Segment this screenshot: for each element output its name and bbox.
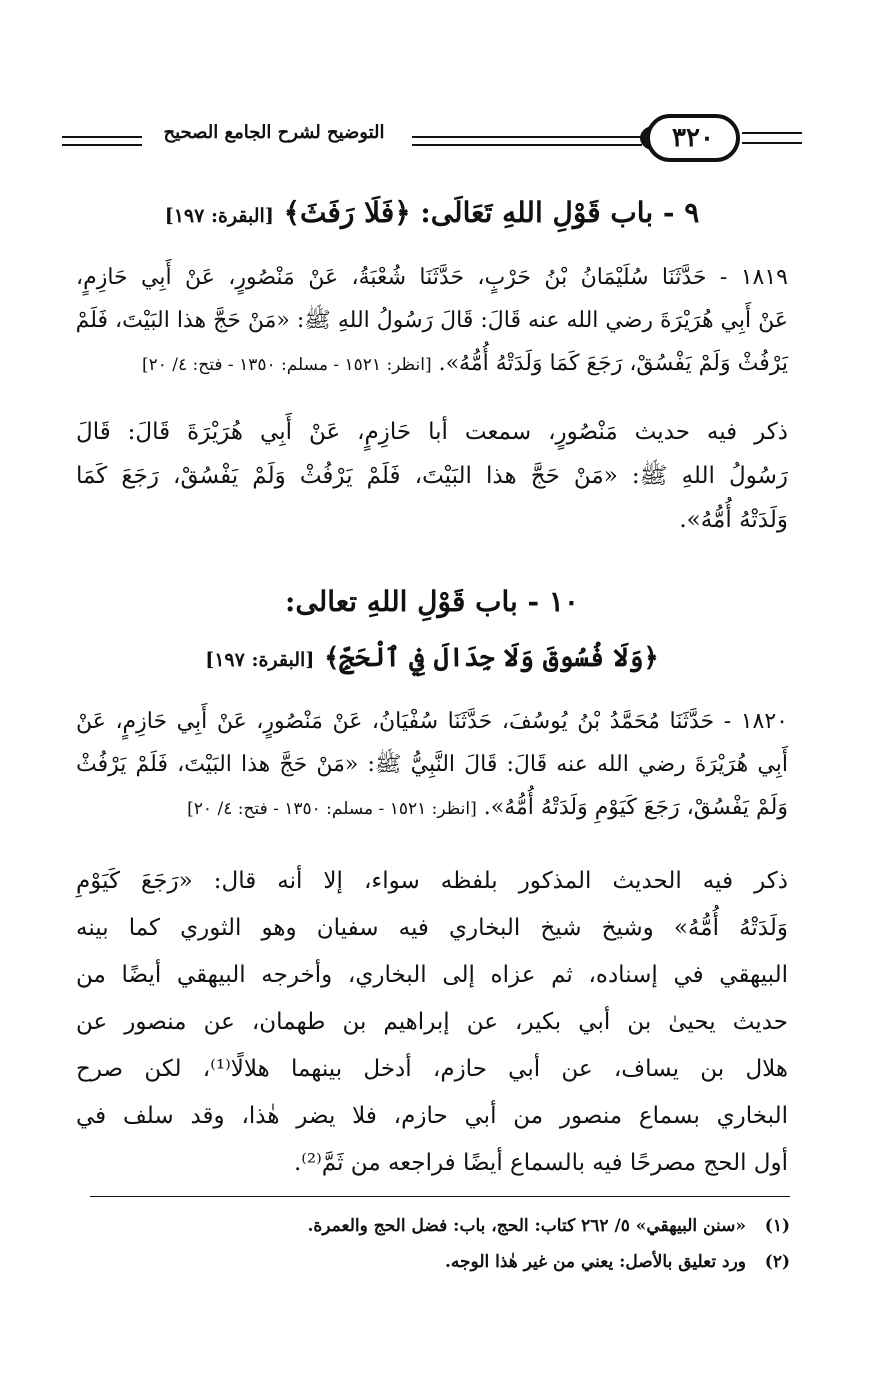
hadith-line: عَنْ أَبِي هُرَيْرَةَ رضي الله عنه قَالَ: قَالَ رَسُولُ اللهِ ﷺ: «مَنْ حَجَّ هذا البَيْتَ، فَلَمْ: [75, 308, 788, 333]
hadith-1820: [76, 700, 788, 829]
header-rule: [742, 132, 802, 134]
hadith-line: [76, 786, 788, 829]
header-rule: [742, 142, 802, 144]
footnote-text: «سنن البيهقي» ٥/ ٢٦٢ كتاب: الحج، باب: فضل الحج والعمرة.: [307, 1216, 746, 1236]
section-9-ref: [البقرة: ١٩٧]: [164, 205, 274, 227]
hadith-line: [76, 342, 788, 385]
quran-verse: ﴿وَلَا فُسُوقَ وَلَا جِدَالَ فِي ٱلْحَجِّ﴾: [324, 643, 659, 673]
commentary-line: أول الحج مصرحًا فيه بالسماع أيضًا فراجعه من ثَمَّ⁽²⁾.: [293, 1150, 788, 1176]
section-10-heading: ١٠ - باب قَوْلِ اللهِ تعالى:: [285, 585, 579, 618]
header-rule: [62, 144, 142, 146]
footnotes: [90, 1208, 790, 1280]
hadith-1819: [76, 256, 788, 385]
commentary-line: هلال بن يساف، عن أبي حازم، أدخل بينهما هلالًا⁽¹⁾، لكن صرح: [76, 1056, 789, 1082]
hadith-line-text: وَلَمْ يَفْسُقْ، رَجَعَ كَيَوْمِ وَلَدَتْهُ أُمُّهُ».: [483, 795, 788, 820]
hadith-line: ١٨٢٠ - حَدَّثَنَا مُحَمَّدُ بْنُ يُوسُفَ، حَدَّثَنَا سُفْيَانُ، عَنْ مَنْصُورٍ، عَنْ أَبِي حَازِمٍ، عَنْ: [76, 709, 788, 734]
hadith-line: ١٨١٩ - حَدَّثَنَا سُلَيْمَانُ بْنُ حَرْبٍ، حَدَّثَنَا شُعْبَةُ، عَنْ مَنْصُورٍ، عَنْ أَبِي حَازِمٍ،: [76, 265, 788, 290]
hadith-line: أَبِي هُرَيْرَةَ رضي الله عنه قَالَ: قَالَ النَّبِيُّ ﷺ: «مَنْ حَجَّ هذا البَيْتَ، فَلَمْ يَرْفُثْ: [76, 752, 788, 777]
hadith-line-text: يَرْفُثْ وَلَمْ يَفْسُقْ، رَجَعَ كَمَا وَلَدَتْهُ أُمُّهُ».: [438, 351, 788, 376]
footnote-number: (١): [764, 1216, 790, 1236]
commentary-1: [76, 410, 788, 542]
footnote-number: (٢): [764, 1252, 790, 1272]
running-title: التوضيح لشرح الجامع الصحيح: [163, 122, 385, 143]
hadith-ref: [انظر: ١٥٢١ - مسلم: ١٣٥٠ - فتح: ٤/ ٢٠]: [141, 355, 432, 375]
page-number: ٣٢٠: [646, 114, 740, 162]
section-9-title: ٩ - باب قَوْلِ اللهِ تَعَالَى: ﴿فَلَا رَفَثَ﴾: [283, 196, 700, 229]
footnote-separator: [90, 1196, 790, 1197]
section-10-ayah: [62, 640, 802, 673]
commentary-line: البيهقي في إسناده، ثم عزاه إلى البخاري، وأخرجه البيهقي أيضًا من: [76, 962, 788, 988]
commentary-line: وَلَدَتْهُ أُمُّهُ» وشيخ شيخ البخاري فيه سفيان وهو الثوري كما بينه: [76, 915, 788, 941]
commentary-2: [76, 858, 788, 1187]
page-header: [62, 112, 802, 172]
commentary-line: حديث يحيىٰ بن أبي بكير، عن إبراهيم بن طهمان، عن منصور عن: [76, 1009, 788, 1035]
footnote-text: ورد تعليق بالأصل: يعني من غير هٰذا الوجه.: [445, 1252, 746, 1272]
commentary-line: وَلَدَتْهُ أُمُّهُ».: [679, 507, 788, 533]
header-rule: [62, 136, 142, 138]
header-rule: [412, 144, 642, 146]
section-9-heading: [62, 196, 802, 229]
commentary-line: رَسُولُ اللهِ ﷺ: «مَنْ حَجَّ هذا البَيْتَ، فَلَمْ يَرْفُثْ وَلَمْ يَفْسُقْ، رَجَعَ كَمَا: [76, 463, 788, 489]
hadith-ref: [انظر: ١٥٢١ - مسلم: ١٣٥٠ - فتح: ٤/ ٢٠]: [187, 799, 477, 819]
footnote: [90, 1244, 790, 1280]
commentary-line: ذكر فيه الحديث المذكور بلفظه سواء، إلا أنه قال: «رَجَعَ كَيَوْمِ: [76, 868, 788, 894]
section-10-ref: [البقرة: ١٩٧]: [205, 649, 315, 671]
commentary-line: البخاري بسماع منصور من أبي حازم، فلا يضر هٰذا، وقد سلف في: [76, 1103, 788, 1129]
footnote: [90, 1208, 790, 1244]
commentary-line: ذكر فيه حديث مَنْصُورٍ، سمعت أبا حَازِمٍ، عَنْ أَبِي هُرَيْرَةَ قَالَ: قَالَ: [76, 419, 788, 445]
header-rule: [412, 136, 642, 138]
